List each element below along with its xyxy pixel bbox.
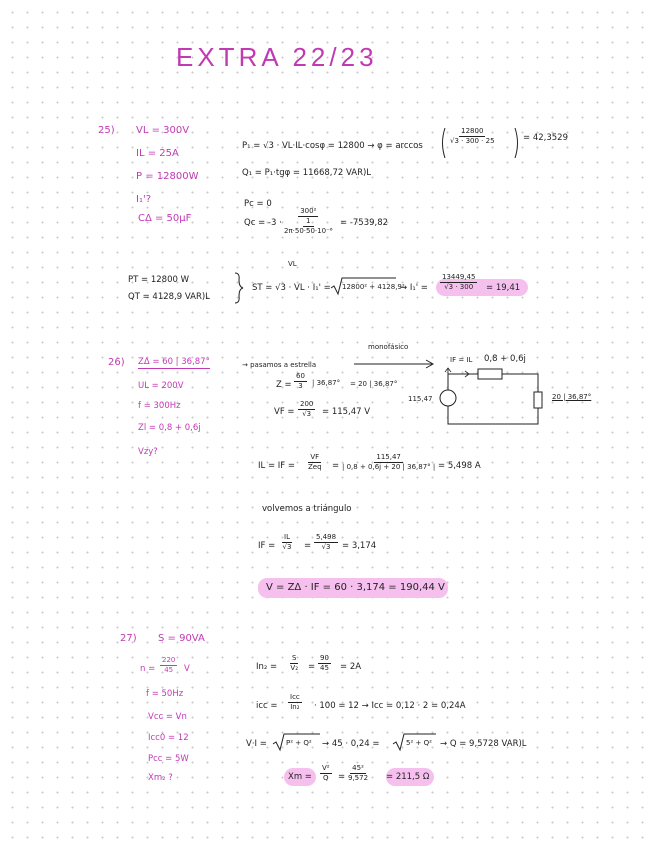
source-voltage-label: 115,47 [408,395,433,403]
icc-result: · 100 = 12 → Icc = 0,12 · 2 = 0,24A [314,701,466,711]
p25-fraction-3: $\frac{13449,45}{√3 \cdot 300}$ [442,273,476,291]
given-power: P = 12800W [136,171,199,182]
il-fraction-1: VF Zeq [308,453,322,471]
p25-fraction-2: 300² 1 2π·50·50·10⁻⁶ [284,207,333,235]
line-impedance-label: 0,8 + 0,6j [484,354,526,364]
z-eq-label: Z = [276,380,292,390]
given-line-voltage: UL = 200V [138,381,184,391]
given-current: IL = 25A [136,148,179,159]
vi-result: → Q = 9,5728 VAR)L [440,739,527,749]
equals-sign: = [338,772,346,782]
given-line-impedance: Zl = 0,8 + 0,6j [138,423,201,433]
icc-eq-label: icc = [256,701,278,711]
page-title: EXTRA 22/23 [176,42,378,72]
problem-27-label: 27) [120,633,137,644]
il-result: = 5,498 A [438,461,481,471]
star-conversion-note: → pasamos a estrella [242,361,317,369]
given-unknown: I₁'? [136,194,152,205]
given-unknown-voltage: Vzy? [138,447,158,457]
in2-fraction-1: $\frac{S}{\text{V₂}}$ [290,654,299,672]
z-angle: | 36,87° [312,379,341,387]
z-result: = 20 | 36,87° [350,380,398,388]
given-unknown-xm: Xm₂ ? [148,773,173,783]
in2-eq-label: In₂ = [256,662,278,672]
z-fraction: $\frac{60}{3}$ [296,372,305,390]
xm-result: = 211,5 Ω [386,772,430,782]
ratio-fraction: $\frac{220}{45}$ [162,656,176,674]
vl-note: VL [288,260,297,268]
given-pcc: Pcc = 5W [148,754,189,764]
circuit-diagram [440,366,550,428]
ratio-label: n = [140,664,156,674]
given-vcc: Vcc = Vn [148,712,187,722]
current-arrow: → I₁' = [400,283,428,293]
p25-result-2: = -7539,82 [340,218,389,228]
given-frequency: f = 50Hz [146,689,184,699]
p25-line-1: P₁ = √3 · VL·IL·cosφ = 12800 → φ = arccos [242,141,423,151]
if-fraction-1: $\frac{IL}{√3}$ [282,533,292,551]
ratio-unit: V [184,664,190,674]
in2-result: = 2A [340,662,362,672]
if-eq-label: IF = [258,541,276,551]
vi-eq-label: V·I = [246,739,267,749]
total-reactive-power: QT = 4128,9 VAR)L [128,292,210,302]
problem-25-label: 25) [98,125,115,136]
p25-final-result: = 19,41 [486,283,521,293]
equals-sign: = [304,541,312,551]
if-fraction-2: $\frac{5,498}{√3}$ [316,533,337,551]
final-voltage-result: V = ZΔ · IF = 60 · 3,174 = 190,44 V [266,582,445,593]
if-result: = 3,174 [342,541,377,551]
p25-fraction-1: $\frac{12800}{√3 \cdot 300 \cdot 25}$ [450,127,495,145]
vi-middle: → 45 · 0,24 = [322,739,380,749]
apparent-power-eq: ST = √3 · VL · I₁' = [252,283,331,293]
p25-result-1: = 42,3529 [523,133,568,143]
icc-fraction: Icc In₂ [290,693,300,711]
p25-line-3: Pc = 0 [244,199,272,209]
back-to-triangle-note: volvemos a triángulo [262,504,352,514]
circuit-current-label: IF = IL [450,356,473,364]
problem-26-label: 26) [108,357,125,368]
brace-icon [233,272,245,304]
given-impedance: ZΔ = 60 | 36,87° [138,357,210,367]
equals-sign: = [332,461,340,471]
given-frequency: f = 300Hz [138,401,181,411]
equals-sign: = [308,662,316,672]
given-icc: Icc0 = 12 [148,733,189,743]
xm-fraction-1: $\frac{\text{V²}}{Q}$ [322,764,330,782]
given-capacitance: CΔ = 50μF [138,213,192,224]
xm-eq-label: Xm = [288,772,312,782]
single-phase-note: monofásico [368,343,409,351]
p25-line-2: Q₁ = P₁·tgφ = 11668,72 VAR)L [242,168,372,178]
il-eq-label: IL = IF = [258,461,295,471]
p25-line-4: Qc = -3 · [244,218,282,228]
load-impedance-label: 20 | 36,87° [552,393,592,401]
xm-fraction-2: $\frac{\text{45²}}{9,572}$ [348,764,369,782]
in2-fraction-2: $\frac{90}{45}$ [320,654,329,672]
vf-eq-label: VF = [274,407,295,417]
sqrt-content-2: 5² + Q² [406,739,432,747]
given-apparent-power: S = 90VA [158,633,205,644]
arrow-icon [352,356,438,368]
vf-fraction: $\frac{200}{√3}$ [300,400,314,418]
given-voltage: VL = 300V [136,125,190,136]
sqrt-content-1: P² + Q² [286,739,312,747]
total-active-power: PT = 12800 W [128,275,189,285]
il-fraction-2: $\frac{115,47}{| 0,8 + 0,6j + 20 | 36,87^\circ |}$ [342,453,436,471]
sqrt-content: 12800² + 4128,9² [342,283,405,291]
vf-result: = 115,47 V [322,407,371,417]
